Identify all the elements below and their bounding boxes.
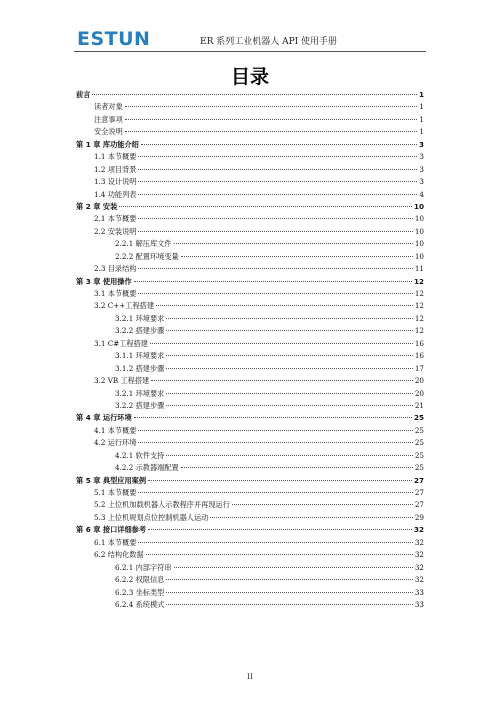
toc-entry-title: 2.1 本节概要 <box>94 214 137 224</box>
toc-entry[interactable] <box>76 524 424 536</box>
toc-leader-dots <box>148 529 412 530</box>
toc-entry-title: 6.1 本节概要 <box>94 537 137 547</box>
toc-entry-page: 16 <box>414 338 424 348</box>
toc-entry[interactable] <box>76 139 424 151</box>
toc-entry-title: 4.2.2 示教器端配置 <box>115 463 179 473</box>
toc-entry[interactable] <box>76 114 424 126</box>
toc-entry-title: 2.2.1 解压库文件 <box>115 239 172 249</box>
toc-entry-page: 33 <box>414 587 424 597</box>
toc-entry[interactable] <box>76 425 424 437</box>
toc-entry-page: 27 <box>414 500 424 510</box>
toc-leader-dots <box>138 430 412 431</box>
toc-entry-page: 32 <box>414 575 424 585</box>
toc-leader-dots <box>134 417 412 418</box>
toc-entry-page: 12 <box>414 301 424 311</box>
toc-leader-dots <box>166 393 413 394</box>
toc-entry[interactable] <box>76 450 424 462</box>
toc-entry-title: 注意事项 <box>94 114 123 124</box>
toc-entry-title: 3.1.1 环境要求 <box>115 351 165 361</box>
toc-entry-title: 3.1 本节概要 <box>94 289 137 298</box>
toc-entry[interactable] <box>76 475 424 487</box>
toc-entry-title: 3.2.1 环境要求 <box>115 388 165 398</box>
toc-entry-page: 32 <box>414 562 424 572</box>
toc-entry-page: 25 <box>414 463 424 473</box>
toc-entry[interactable] <box>76 363 424 375</box>
toc-entry-page: 4 <box>419 189 424 199</box>
toc-leader-dots <box>166 318 413 319</box>
toc-entry[interactable] <box>76 437 424 449</box>
toc-entry[interactable] <box>76 325 424 337</box>
toc-leader-dots <box>151 380 413 381</box>
toc-leader-dots <box>138 169 417 170</box>
toc-leader-dots <box>166 368 413 369</box>
toc-leader-dots <box>166 579 413 580</box>
toc-entry-title: 6.2.3 坐标类型 <box>115 587 165 597</box>
toc-entry-page: 29 <box>414 512 424 522</box>
toc-entry[interactable] <box>76 101 424 113</box>
toc-entry-title: 3.1.2 搭建步骤 <box>115 363 165 373</box>
toc-entry-page: 21 <box>414 400 424 410</box>
toc-entry[interactable] <box>76 512 424 524</box>
toc-entry[interactable] <box>76 313 424 325</box>
toc-leader-dots <box>138 293 412 294</box>
toc-entry[interactable] <box>76 189 424 201</box>
toc-entry-title: 第 1 章 库功能介绍 <box>76 139 139 149</box>
toc-entry-page: 11 <box>414 264 424 274</box>
toc-entry-title: 2.2.2 配置环境变量 <box>115 251 179 261</box>
toc-entry[interactable] <box>76 89 424 101</box>
toc-entry-page: 27 <box>413 475 424 485</box>
toc-entry[interactable] <box>76 350 424 362</box>
toc-entry-page: 25 <box>414 438 424 448</box>
toc-entry[interactable] <box>76 126 424 138</box>
toc-leader-dots <box>174 243 413 244</box>
toc-entry-page: 1 <box>419 127 424 137</box>
toc-leader-dots <box>150 343 413 344</box>
toc-entry[interactable] <box>76 288 424 300</box>
toc-entry-title: 6.2.2 权限信息 <box>115 575 165 585</box>
toc-entry-title: 1.3 设计说明 <box>94 177 137 187</box>
toc-entry-title: 1.2 项目背景 <box>94 164 137 174</box>
toc-leader-dots <box>125 119 418 120</box>
toc-entry[interactable] <box>76 462 424 474</box>
toc-entry[interactable] <box>76 251 424 263</box>
toc-entry-page: 32 <box>414 550 424 560</box>
toc-leader-dots <box>210 517 413 518</box>
toc-leader-dots <box>138 492 412 493</box>
toc-entry-title: 读者对象 <box>94 102 123 112</box>
toc-entry-title: 第 3 章 使用操作 <box>76 276 132 286</box>
toc-entry-page: 10 <box>414 251 424 261</box>
toc-leader-dots <box>166 330 413 331</box>
toc-leader-dots <box>134 281 412 282</box>
toc-entry-page: 10 <box>414 226 424 236</box>
toc-entry-page: 33 <box>414 599 424 609</box>
toc-leader-dots <box>148 480 412 481</box>
toc-entry-page: 3 <box>418 139 424 149</box>
toc-entry[interactable] <box>76 599 424 611</box>
toc-entry-title: 6.2.1 内部字符串 <box>115 562 172 572</box>
toc-entry-title: 4.2.1 软件支持 <box>115 450 165 460</box>
toc-heading: 目录 <box>230 66 269 88</box>
toc-leader-dots <box>156 305 413 306</box>
toc-entry[interactable] <box>76 499 424 511</box>
toc-leader-dots <box>92 94 417 95</box>
toc-entry-page: 27 <box>414 488 424 497</box>
toc-entry[interactable] <box>76 226 424 238</box>
toc-entry[interactable] <box>76 537 424 549</box>
toc-entry-title: 3.1 C#工程搭建 <box>94 338 148 348</box>
toc-leader-dots <box>138 542 412 543</box>
toc-entry-page: 12 <box>414 289 424 298</box>
toc-entry[interactable] <box>76 201 424 213</box>
toc-leader-dots <box>125 106 418 107</box>
toc-list <box>76 89 424 611</box>
toc-entry-page: 10 <box>414 214 424 224</box>
toc-entry-page: 3 <box>419 177 424 187</box>
toc-leader-dots <box>181 256 413 257</box>
toc-leader-dots <box>125 131 418 132</box>
toc-leader-dots <box>166 604 413 605</box>
toc-entry-page: 17 <box>414 363 424 373</box>
toc-entry-title: 3.2 VB 工程搭建 <box>94 376 150 386</box>
toc-entry-title: 3.2.1 环境要求 <box>115 313 165 323</box>
toc-entry[interactable] <box>76 151 424 163</box>
toc-entry[interactable] <box>76 412 424 424</box>
toc-entry-title: 4.2 运行环境 <box>94 438 137 448</box>
toc-entry-page: 20 <box>414 388 424 398</box>
toc-entry-page: 16 <box>414 351 424 361</box>
toc-entry-page: 1 <box>419 114 424 124</box>
toc-entry-page: 10 <box>413 201 424 211</box>
toc-leader-dots <box>119 206 412 207</box>
toc-leader-dots <box>174 567 413 568</box>
toc-leader-dots <box>166 355 413 356</box>
toc-entry-title: 安全说明 <box>94 127 123 137</box>
toc-entry-title: 2.2 安装说明 <box>94 226 137 236</box>
toc-entry[interactable] <box>76 375 424 387</box>
toc-entry-page: 1 <box>418 90 424 99</box>
toc-entry-page: 3 <box>419 164 424 174</box>
toc-entry-page: 1 <box>419 102 424 112</box>
toc-entry[interactable] <box>76 562 424 574</box>
toc-entry[interactable] <box>76 300 424 312</box>
toc-entry-title: 1.4 功能列表 <box>94 189 137 199</box>
toc-entry-title: 1.1 本节概要 <box>94 152 137 162</box>
toc-leader-dots <box>138 218 412 219</box>
toc-entry[interactable] <box>76 263 424 275</box>
toc-leader-dots <box>138 268 412 269</box>
toc-entry-title: 3.2 C++工程搭建 <box>94 301 155 311</box>
toc-leader-dots <box>138 194 417 195</box>
toc-leader-dots <box>181 467 413 468</box>
toc-entry-title: 第 5 章 典型应用案例 <box>76 475 147 485</box>
toc-entry-title: 第 6 章 接口详细参考 <box>76 525 147 535</box>
toc-entry-title: 3.2.2 搭建步骤 <box>115 326 165 336</box>
toc-entry-title: 3.2.2 搭建步骤 <box>115 400 165 410</box>
toc-entry[interactable] <box>76 400 424 412</box>
toc-entry-title: 6.2.4 系统模式 <box>115 599 165 609</box>
toc-entry[interactable] <box>76 213 424 225</box>
toc-leader-dots <box>138 181 417 182</box>
toc-entry-page: 3 <box>419 152 424 162</box>
toc-entry-title: 5.3 上位机规划点位控制机器人运动 <box>94 512 209 522</box>
toc-leader-dots <box>138 231 412 232</box>
toc-entry[interactable] <box>76 338 424 350</box>
toc-entry-title: 前言 <box>76 90 91 99</box>
toc-entry[interactable] <box>76 587 424 599</box>
toc-leader-dots <box>166 455 413 456</box>
logo: ESTUN <box>77 28 151 50</box>
toc-entry[interactable] <box>76 574 424 586</box>
toc-entry[interactable] <box>76 176 424 188</box>
toc-entry-title: 4.1 本节概要 <box>94 425 137 435</box>
toc-entry-title: 第 2 章 安装 <box>76 201 118 211</box>
toc-entry-title: 5.1 本节概要 <box>94 488 137 497</box>
toc-entry-page: 25 <box>414 425 424 435</box>
toc-entry[interactable] <box>76 549 424 561</box>
toc-entry-title: 第 4 章 运行环境 <box>76 413 132 423</box>
toc-leader-dots <box>146 554 413 555</box>
toc-entry-page: 32 <box>414 537 424 547</box>
toc-entry-title: 6.2 结构化数据 <box>94 550 144 560</box>
toc-entry-page: 12 <box>414 326 424 336</box>
toc-entry-page: 10 <box>414 239 424 249</box>
toc-entry-title: 2.3 目录结构 <box>94 264 137 274</box>
toc-entry[interactable] <box>76 388 424 400</box>
document-header-title: ER 系列工业机器人 API 使用手册 <box>200 37 338 47</box>
header-divider <box>74 51 426 52</box>
toc-entry-page: 12 <box>413 276 424 286</box>
toc-entry-page: 25 <box>414 450 424 460</box>
toc-leader-dots <box>138 442 412 443</box>
toc-leader-dots <box>166 405 413 406</box>
toc-entry-page: 12 <box>414 313 424 323</box>
toc-leader-dots <box>138 156 417 157</box>
toc-entry-page: 20 <box>414 376 424 386</box>
toc-leader-dots <box>141 144 417 145</box>
toc-entry[interactable] <box>76 164 424 176</box>
toc-entry[interactable] <box>76 276 424 288</box>
toc-leader-dots <box>232 504 413 505</box>
toc-entry-page: 32 <box>413 525 424 535</box>
page-number: II <box>247 672 253 681</box>
toc-entry-title: 5.2 上位机加载机器人示教程序并再现运行 <box>94 500 230 510</box>
toc-leader-dots <box>166 592 413 593</box>
toc-entry-page: 25 <box>413 413 424 423</box>
toc-entry[interactable] <box>76 487 424 499</box>
toc-entry[interactable] <box>76 238 424 250</box>
